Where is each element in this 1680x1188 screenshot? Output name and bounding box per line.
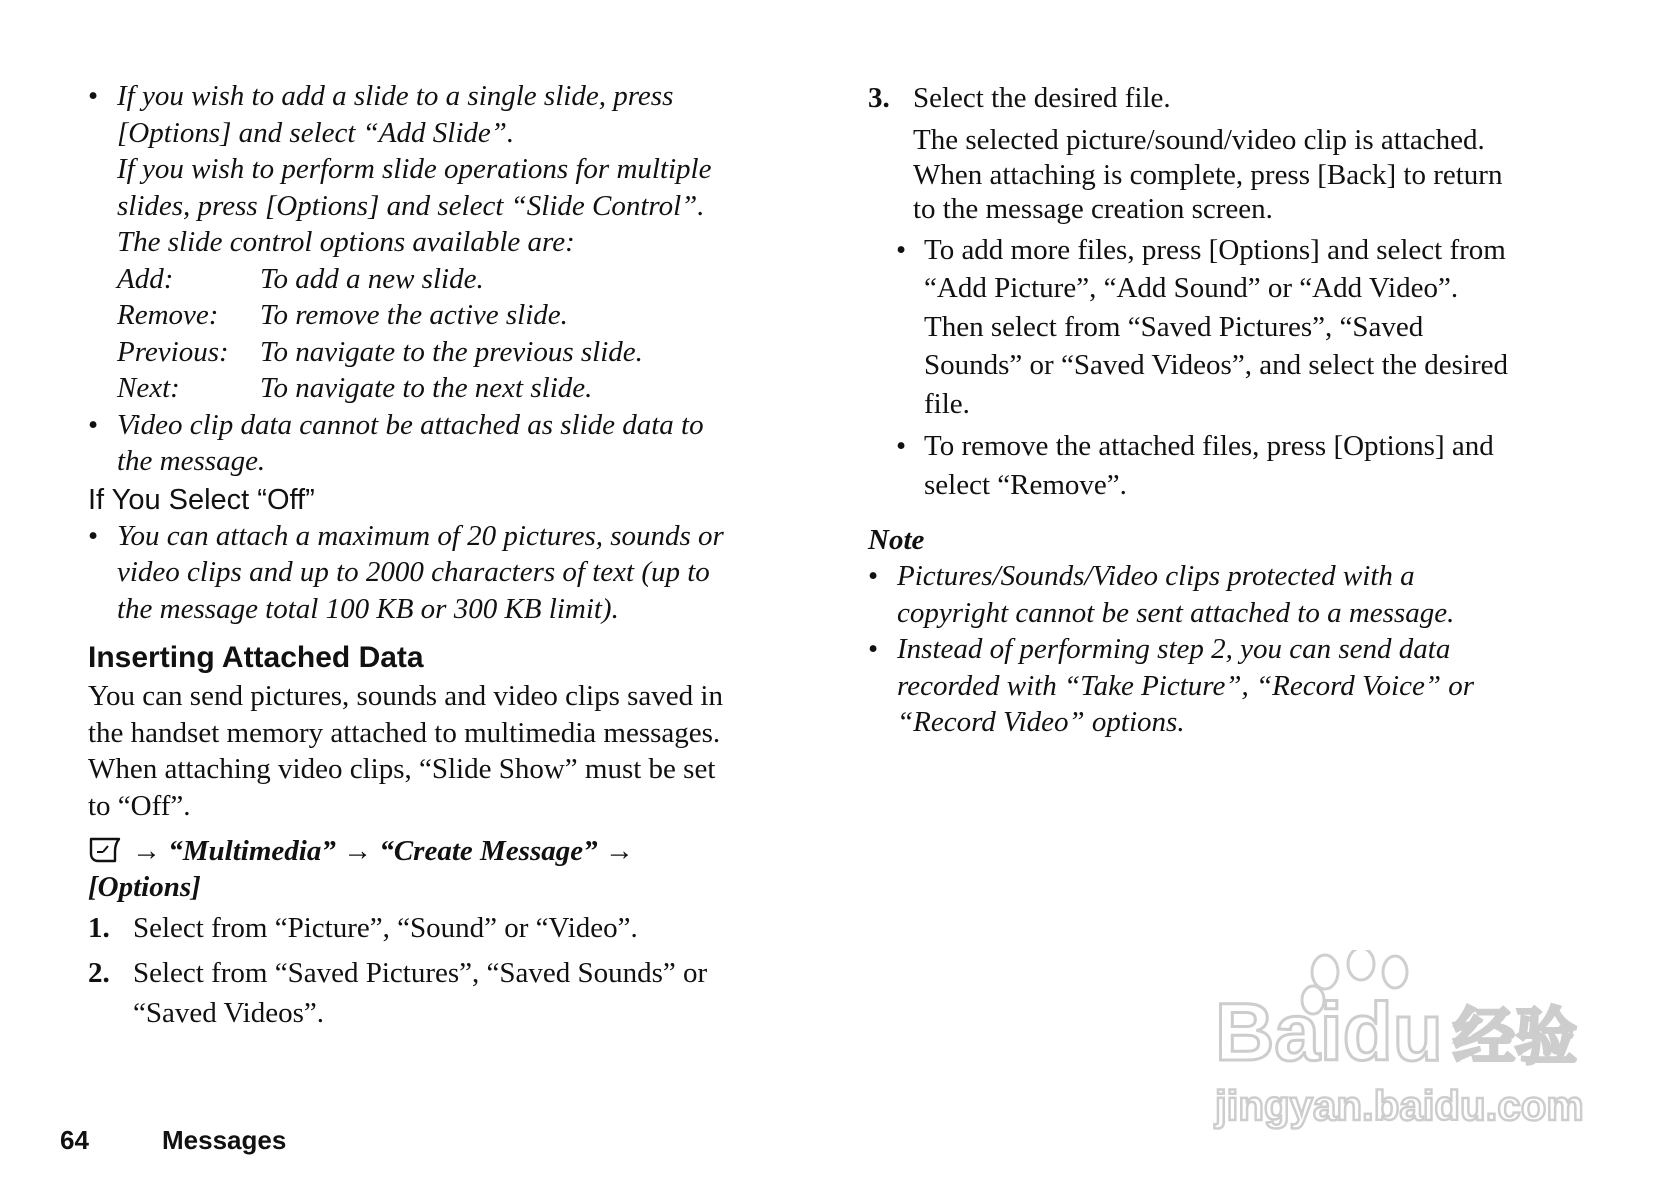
step-text: Select from “Picture”, “Sound” or “Video”. bbox=[133, 912, 638, 944]
option-remove bbox=[117, 297, 798, 334]
text-line: “Add Picture”, “Add Sound” or “Add Video”. bbox=[924, 272, 1459, 304]
text-line: You can send pictures, sounds and video clips saved in bbox=[88, 680, 723, 712]
text-line: “Record Video” options. bbox=[897, 706, 1185, 738]
text-line: To add more files, press [Options] and select from bbox=[924, 233, 1506, 266]
menu-path bbox=[88, 834, 798, 903]
baidu-paw-icon bbox=[1205, 950, 1605, 1140]
text-line: When attaching is complete, press [Back] to return bbox=[913, 158, 1503, 191]
bullet-video-clip bbox=[88, 407, 798, 480]
option-key: Previous: bbox=[117, 335, 229, 368]
option-desc: To remove the active slide. bbox=[260, 299, 568, 331]
watermark-url: jingyan.baidu.com bbox=[1215, 1082, 1584, 1129]
step-text: Select the desired file. bbox=[913, 82, 1171, 114]
menu-key-icon bbox=[88, 834, 124, 871]
text-line: the handset memory attached to multimedia messages. bbox=[88, 716, 721, 749]
subheading-off: If You Select “Off” bbox=[88, 483, 315, 516]
step-1 bbox=[88, 908, 798, 948]
menu-path-options: [Options] bbox=[88, 871, 201, 903]
option-desc: To add a new slide. bbox=[260, 262, 484, 295]
option-key: Add: bbox=[117, 262, 174, 295]
footer-section: Messages bbox=[162, 1125, 287, 1155]
option-next bbox=[117, 370, 798, 407]
step-number: 1. bbox=[88, 912, 110, 944]
text-line: When attaching video clips, “Slide Show” must be set bbox=[88, 753, 716, 785]
step-3 bbox=[868, 78, 1588, 118]
bullet-icon: • bbox=[88, 80, 99, 112]
option-desc: To navigate to the previous slide. bbox=[260, 335, 643, 368]
text-line: Pictures/Sounds/Video clips protected with a bbox=[897, 560, 1415, 592]
note-bullet-step2 bbox=[868, 631, 1588, 741]
note-heading: Note bbox=[868, 524, 925, 556]
baidu-watermark bbox=[1205, 950, 1605, 1140]
bullet-icon: • bbox=[868, 560, 879, 592]
bullet-icon: • bbox=[88, 519, 99, 552]
step-number: 2. bbox=[88, 957, 110, 989]
text-line: to “Off”. bbox=[88, 789, 191, 822]
text-line: the message. bbox=[117, 445, 266, 477]
text-line: The selected picture/sound/video clip is attached. bbox=[913, 124, 1485, 156]
option-previous bbox=[117, 334, 798, 371]
bullet-icon: • bbox=[88, 408, 99, 441]
text-line: slides, press [Options] and select “Slide Control”. bbox=[117, 189, 705, 222]
watermark-brand: Baidu bbox=[1215, 987, 1443, 1078]
text-line: If you wish to perform slide operations for multiple bbox=[117, 153, 712, 185]
text-line: [Options] and select “Add Slide”. bbox=[117, 116, 515, 149]
bullet-add-files bbox=[896, 231, 1588, 424]
text-line: “Saved Videos”. bbox=[133, 997, 325, 1029]
bullet-remove-files bbox=[896, 427, 1588, 504]
bullet-icon: • bbox=[896, 430, 907, 462]
option-add bbox=[117, 261, 798, 298]
menu-path-line: → “Multimedia” → “Create Message” → bbox=[132, 835, 634, 867]
text-line: Select from “Saved Pictures”, “Saved Sounds” or bbox=[133, 957, 708, 989]
bullet-slide-options bbox=[88, 78, 798, 407]
section-heading: Inserting Attached Data bbox=[88, 641, 424, 674]
text-line: The slide control options available are: bbox=[117, 226, 575, 258]
text-line: Sounds” or “Saved Videos”, and select the desired bbox=[924, 349, 1509, 381]
text-line: the message total 100 KB or 300 KB limit). bbox=[117, 592, 619, 625]
text-line: file. bbox=[924, 387, 970, 420]
section-body bbox=[88, 678, 798, 824]
bullet-icon: • bbox=[896, 233, 907, 266]
text-line: video clips and up to 2000 characters of text (up to bbox=[117, 556, 710, 588]
option-desc: To navigate to the next slide. bbox=[260, 372, 593, 404]
watermark-brand-cn: 经验 bbox=[1453, 1000, 1578, 1073]
text-line: To remove the attached files, press [Options] and bbox=[924, 430, 1494, 462]
left-column bbox=[88, 78, 798, 1033]
text-line: If you wish to add a slide to a single slide, press bbox=[117, 80, 674, 112]
text-line: recorded with “Take Picture”, “Record Voice” or bbox=[897, 669, 1474, 702]
bullet-attach-maximum bbox=[88, 518, 798, 628]
text-line: Video clip data cannot be attached as slide data to bbox=[117, 408, 704, 441]
step-text bbox=[133, 953, 798, 1033]
right-column bbox=[868, 78, 1588, 741]
bullet-icon: • bbox=[868, 633, 879, 665]
step-3-body bbox=[913, 123, 1588, 227]
note-bullet-copyright bbox=[868, 558, 1588, 631]
text-line: select “Remove”. bbox=[924, 468, 1127, 501]
page-footer bbox=[60, 1125, 286, 1156]
option-key: Remove: bbox=[117, 299, 219, 331]
text-line: Instead of performing step 2, you can send data bbox=[897, 633, 1451, 665]
step-2 bbox=[88, 953, 798, 1033]
text-line: You can attach a maximum of 20 pictures, sounds or bbox=[117, 519, 724, 552]
text-line: copyright cannot be sent attached to a message. bbox=[897, 596, 1455, 629]
step-number: 3. bbox=[868, 82, 890, 114]
text-line: to the message creation screen. bbox=[913, 193, 1273, 225]
option-key: Next: bbox=[117, 372, 180, 404]
text-line: Then select from “Saved Pictures”, “Saved bbox=[924, 310, 1424, 343]
page-number: 64 bbox=[60, 1125, 89, 1155]
